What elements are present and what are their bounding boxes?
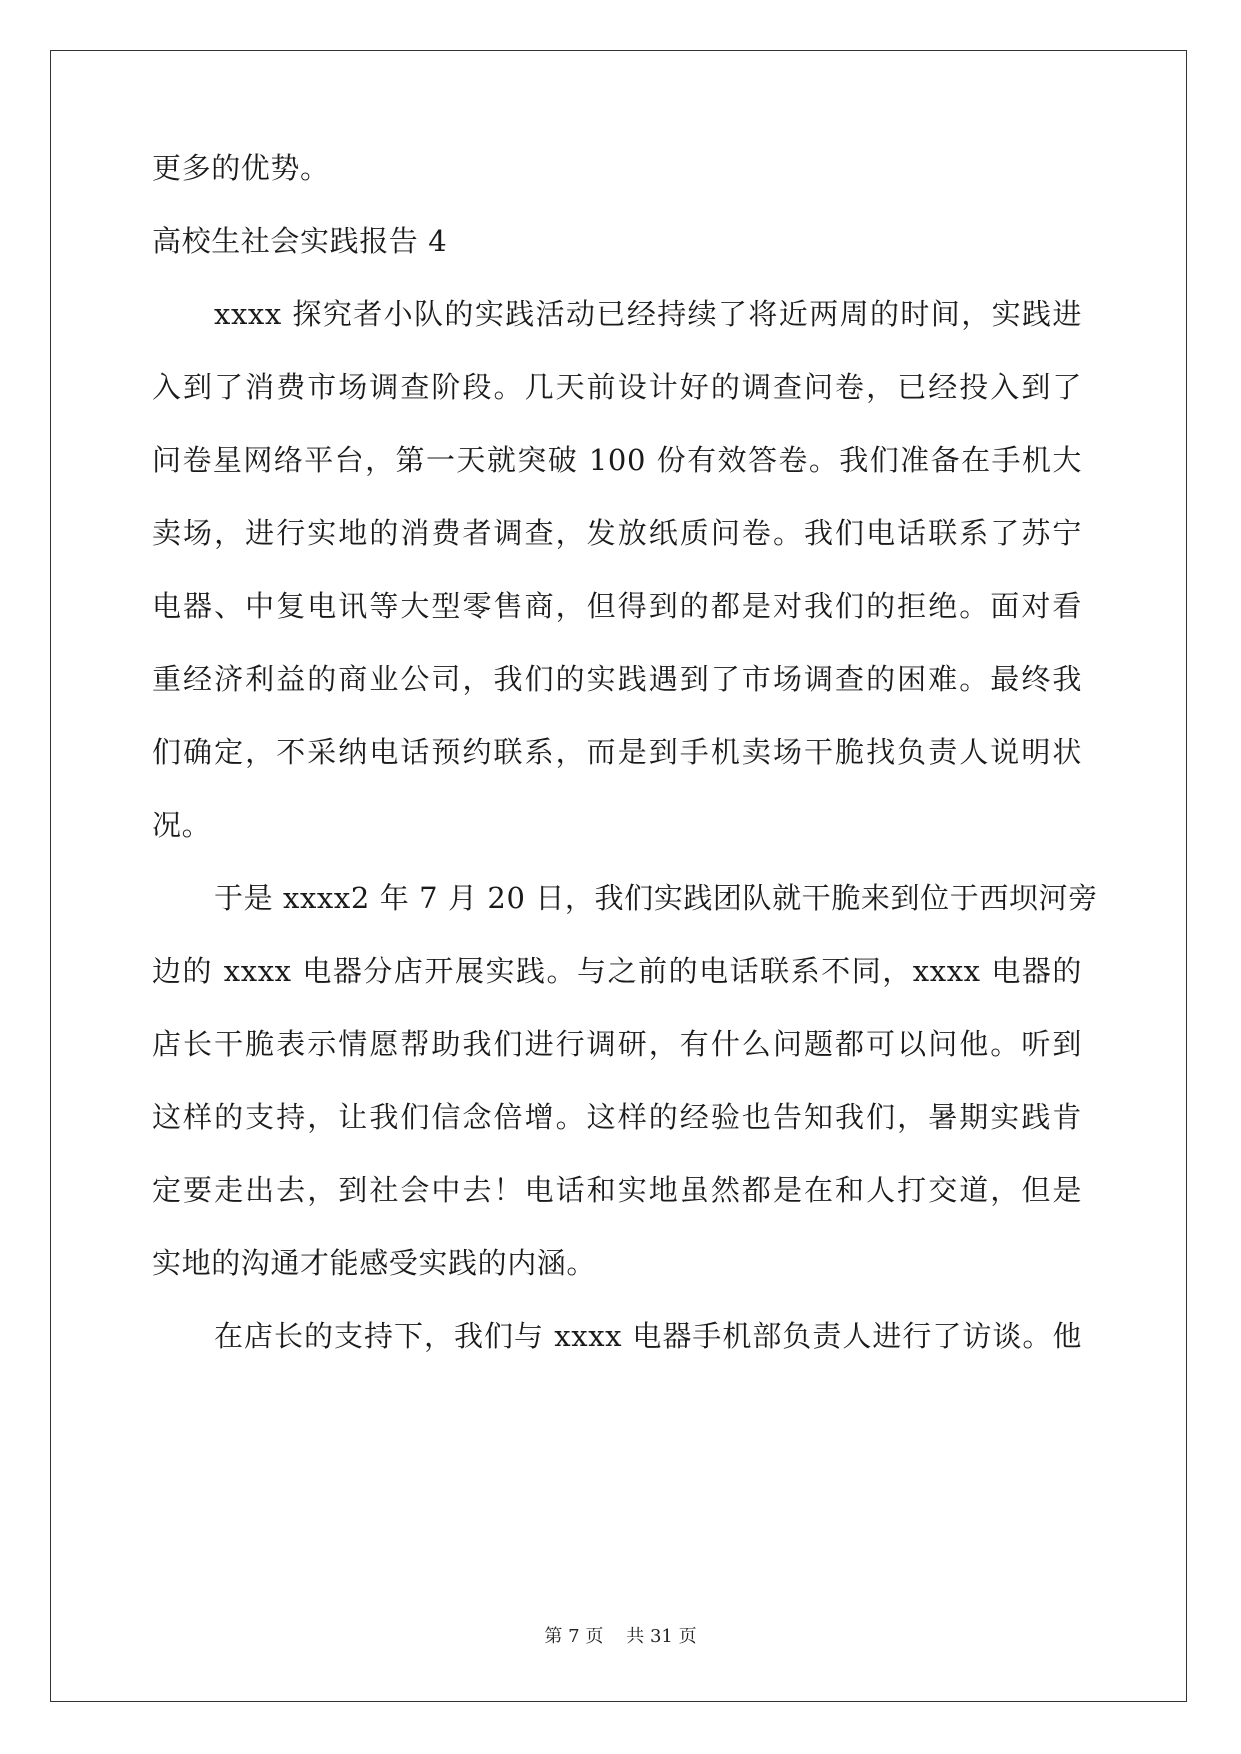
text-line: xxxx 探究者小队的实践活动已经持续了将近两周的时间，实践进 [214, 297, 1082, 331]
text-line: 电器、中复电讯等大型零售商，但得到的都是对我们的拒绝。面对看 [152, 589, 1082, 623]
text-line: 入到了消费市场调查阶段。几天前设计好的调查问卷，已经投入到了 [152, 370, 1082, 404]
total-pages: 共 31 页 [626, 1626, 697, 1647]
text-line: 况。 [152, 808, 212, 842]
text-line: 定要走出去，到社会中去！电话和实地虽然都是在和人打交道，但是 [152, 1173, 1082, 1207]
text-line: 重经济利益的商业公司，我们的实践遇到了市场调查的困难。最终我 [152, 662, 1082, 696]
text-line: 更多的优势。 [152, 151, 330, 185]
text-line: 问卷星网络平台，第一天就突破 100 份有效答卷。我们准备在手机大 [152, 443, 1082, 477]
page-number: 第 7 页 [544, 1626, 604, 1647]
text-line: 边的 xxxx 电器分店开展实践。与之前的电话联系不同，xxxx 电器的 [152, 954, 1082, 988]
text-line: 在店长的支持下，我们与 xxxx 电器手机部负责人进行了访谈。他 [214, 1319, 1082, 1353]
text-line: 们确定，不采纳电话预约联系，而是到手机卖场干脆找负责人说明状 [152, 735, 1082, 769]
page-footer [0, 1625, 1241, 1649]
text-line: 实地的沟通才能感受实践的内涵。 [152, 1246, 597, 1280]
text-line: 卖场，进行实地的消费者调查，发放纸质问卷。我们电话联系了苏宁 [152, 516, 1082, 550]
text-line: 于是 xxxx2 年 7 月 20 日，我们实践团队就干脆来到位于西坝河旁 [214, 881, 1098, 915]
text-line: 这样的支持，让我们信念倍增。这样的经验也告知我们，暑期实践肯 [152, 1100, 1082, 1134]
section-heading: 高校生社会实践报告 4 [152, 224, 448, 258]
text-line: 店长干脆表示情愿帮助我们进行调研，有什么问题都可以问他。听到 [152, 1027, 1082, 1061]
